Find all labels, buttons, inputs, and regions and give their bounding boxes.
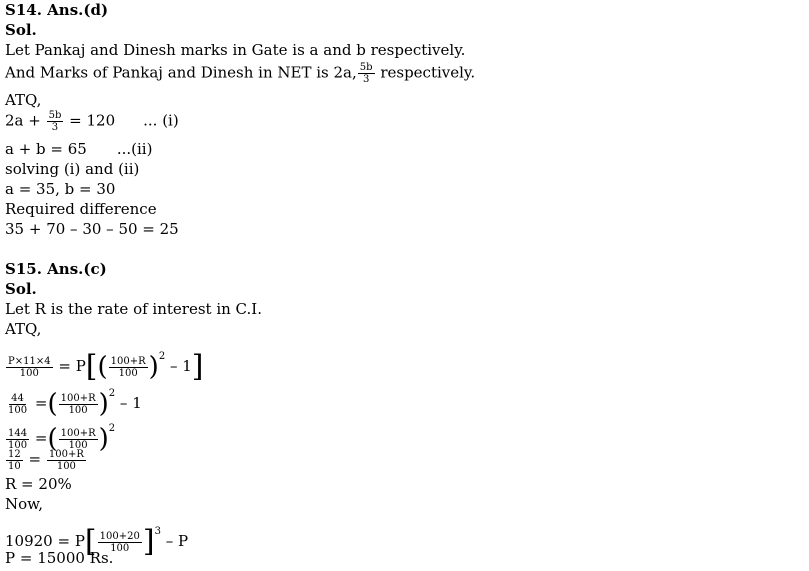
e5-lhs: 10920 = P xyxy=(5,532,85,550)
close-bracket: ] xyxy=(142,524,155,559)
open-paren: ( xyxy=(47,389,58,419)
s15-equation-2: $\frac{44}{100}$ =( $\frac{100+R}{100}$ )$^2$ – 1 xyxy=(8,388,142,419)
eq1-post: = 120 xyxy=(69,111,116,130)
fraction-denominator: 100 xyxy=(8,439,28,451)
s14-heading: S14. Ans.(d) xyxy=(5,1,109,19)
fraction-denominator: 100 xyxy=(68,439,88,451)
fraction-numerator: 44 xyxy=(11,392,24,404)
e1-fraction xyxy=(6,356,53,379)
e1-inner-fraction xyxy=(109,356,148,379)
close-paren: ) xyxy=(98,389,109,419)
fraction-numerator: 144 xyxy=(8,427,28,439)
s14-final: 35 + 70 – 30 – 50 = 25 xyxy=(5,220,179,238)
s14-equation-2 xyxy=(5,139,152,159)
s15-now: Now, xyxy=(5,495,43,513)
fraction-denominator: 100 xyxy=(110,542,130,554)
fraction-denominator: 100 xyxy=(118,367,138,379)
fraction-numerator: 100+R xyxy=(110,355,146,367)
fraction-numerator: 100+R xyxy=(48,448,84,460)
e1-eq: = P xyxy=(58,357,86,375)
fraction-numerator: P×11×4 xyxy=(8,355,51,367)
close-paren: ) xyxy=(148,352,159,382)
open-paren: ( xyxy=(47,424,58,454)
open-bracket: [ xyxy=(85,349,98,384)
s15-equation-4: $\frac{12}{10}$ = $\frac{100+R}{100}$ xyxy=(8,448,84,472)
fraction-numerator: 100+20 xyxy=(99,530,140,542)
eq1-tag: ... (i) xyxy=(143,111,179,130)
s14-line1: Let Pankaj and Dinesh marks in Gate is a and b respectively. xyxy=(5,41,466,59)
fraction-denominator: 100 xyxy=(19,367,39,379)
s14-line2-pre: And Marks of Pankaj and Dinesh in NET is 2a, xyxy=(5,63,357,82)
s14-required: Required difference xyxy=(5,200,157,218)
fraction-numerator: 12 xyxy=(8,448,21,460)
s14-line2 xyxy=(5,62,475,85)
s15-heading: S15. Ans.(c) xyxy=(5,260,107,278)
s14-sol-label: Sol. xyxy=(5,21,37,39)
open-bracket: [ xyxy=(84,524,97,559)
close-paren: ) xyxy=(98,424,109,454)
e4-lhs-fraction xyxy=(6,449,23,472)
eq1-fraction xyxy=(47,110,64,133)
e2-exponent: 2 xyxy=(108,388,116,399)
s14-result: a = 35, b = 30 xyxy=(5,180,116,198)
s15-sol-label: Sol. xyxy=(5,280,37,298)
eq1-pre: 2a + xyxy=(5,111,41,130)
s14-line2-post: respectively. xyxy=(380,63,476,82)
s15-line1: Let R is the rate of interest in C.I. xyxy=(5,300,262,318)
fraction-denominator: 100 xyxy=(56,460,76,472)
s15-p-result: P = 15000 Rs. xyxy=(5,549,114,567)
s14-line2-fraction xyxy=(358,62,375,85)
fraction-denominator: 10 xyxy=(8,460,21,472)
fraction-denominator: 3 xyxy=(362,74,370,85)
s15-atq: ATQ, xyxy=(5,320,42,338)
fraction-numerator: 5b xyxy=(48,110,62,121)
s15-r-result: R = 20% xyxy=(5,475,72,493)
s14-equation-1 xyxy=(5,110,179,133)
fraction-denominator: 3 xyxy=(51,122,59,133)
fraction-denominator: 100 xyxy=(8,404,28,416)
eq2-tag: ...(ii) xyxy=(116,140,153,158)
e1-tail: – 1 xyxy=(169,357,192,375)
e5-tail: – P xyxy=(165,532,189,550)
close-bracket: ] xyxy=(191,349,204,384)
s14-solving: solving (i) and (ii) xyxy=(5,160,140,178)
open-paren: ( xyxy=(97,352,108,382)
fraction-numerator: 100+R xyxy=(60,392,96,404)
e3-exponent: 2 xyxy=(108,423,116,434)
e1-exponent: 2 xyxy=(158,351,166,362)
s14-atq: ATQ, xyxy=(5,91,42,109)
e4-rhs-fraction xyxy=(47,449,86,472)
fraction-denominator: 100 xyxy=(68,404,88,416)
fraction-numerator: 100+R xyxy=(60,427,96,439)
eq2-text: a + b = 65 xyxy=(5,140,87,158)
e2-tail: – 1 xyxy=(119,394,142,412)
e5-exponent: 3 xyxy=(154,526,161,537)
fraction-numerator: 5b xyxy=(359,62,373,73)
s15-equation-3: $\frac{144}{100}$ =( $\frac{100+R}{100}$ )$^2$ xyxy=(8,423,116,454)
